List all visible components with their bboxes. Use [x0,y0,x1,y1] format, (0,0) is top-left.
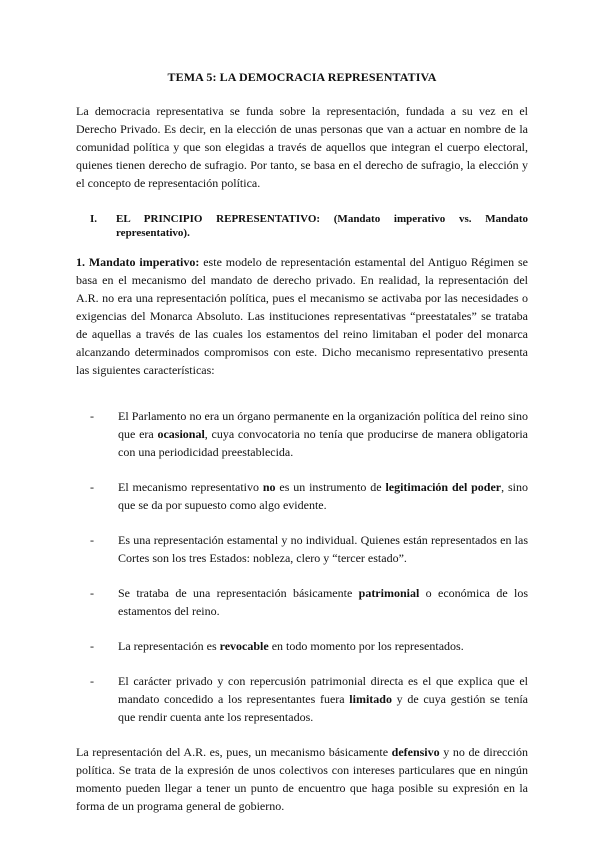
mandato-imperativo-label: 1. Mandato imperativo: [76,255,200,269]
list-item-bold: ocasional [157,427,205,441]
list-item-text: Es una representación estamental y no individual. Quienes están representados en las Cortes son los tres Estados: nobleza, clero y “tercer estado”. [118,533,528,565]
list-item-text: El Parlamento no era un órgano permanente en la organización política del reino sino que era [118,409,528,441]
list-item-text: y de cuya gestión se tenía que rendir cuenta ante los representados. [118,692,528,724]
list-item-text: La representación es [118,639,220,653]
characteristics-list [76,407,528,726]
list-item [90,478,528,514]
list-item-text: en todo momento por los representados. [268,639,464,653]
list-item-text: Se trataba de una representación básicamente [118,586,359,600]
bullet-dash: - [90,674,94,688]
bullet-dash: - [90,639,94,653]
mandato-imperativo-paragraph [76,253,528,379]
list-item [90,672,528,726]
bullet-dash: - [90,480,94,494]
bullet-dash: - [90,409,94,423]
section-heading-text: EL PRINCIPIO REPRESENTATIVO: (Mandato imperativo vs. Mandato representativo). [116,213,528,239]
list-item-bold: no [262,480,276,494]
section-number: I. [90,213,98,225]
list-item-text: o económica de los estamentos del reino. [118,586,528,618]
mandato-imperativo-text: este modelo de representación estamental del Antiguo Régimen se basa en el mecanismo del mandato de derecho privado. En realidad, la representación del A.R. no era una representación política, pues el mecanismo se activaba por las necesidades o exigencias del Monarca Absoluto. Las instituciones representativas “preestatales” se trataba de aquellas a través de las cuales los estamentos del reino limitaban el poder del monarca alcanzando determinados compromisos con este. Dicho mecanismo representativo presenta las siguientes características: [76,255,528,377]
closing-paragraph [76,743,528,815]
list-item-text: El carácter privado y con repercusión patrimonial directa es el que explica que el mandato concedido a los representantes fuera [118,674,528,706]
list-item-bold: revocable [219,639,269,653]
list-item-bold: legitimación del poder [385,480,502,494]
closing-bold: defensivo [391,745,440,759]
list-item-text: , sino que se da por supuesto como algo evidente. [118,480,528,512]
section-heading [90,212,528,240]
list-item-text: , cuya convocatoria no tenía que producirse de manera obligatoria con una periodicidad preestablecida. [118,427,528,459]
list-item [90,584,528,620]
list-item [90,531,528,567]
list-item-text: es un instrumento de [275,480,386,494]
bullet-dash: - [90,533,94,547]
closing-text: y no de dirección política. Se trata de la expresión de unos colectivos con intereses particulares que en ningún momento pueden llegar a tener un punto de encuentro que haga posible su expresión en la forma de un programa general de gobierno. [76,745,529,813]
list-item-text: El mecanismo representativo [118,480,263,494]
closing-text: La representación del A.R. es, pues, un mecanismo básicamente [76,745,392,759]
list-item-bold: patrimonial [358,586,420,600]
list-item [90,407,528,461]
list-item [90,637,528,655]
bullet-dash: - [90,586,94,600]
page-title: TEMA 5: LA DEMOCRACIA REPRESENTATIVA [167,70,437,84]
intro-paragraph: La democracia representativa se funda sobre la representación, fundada a su vez en el Derecho Privado. Es decir, en la elección de unas personas que van a actuar en nombre de la comunidad política y que son elegidas a través de aquellos que integran el cuerpo electoral, quienes tienen derecho de sufragio. Por tanto, se basa en el derecho de sufragio, la elección y el concepto de representación política. [76,104,528,190]
list-item-bold: limitado [349,692,392,706]
